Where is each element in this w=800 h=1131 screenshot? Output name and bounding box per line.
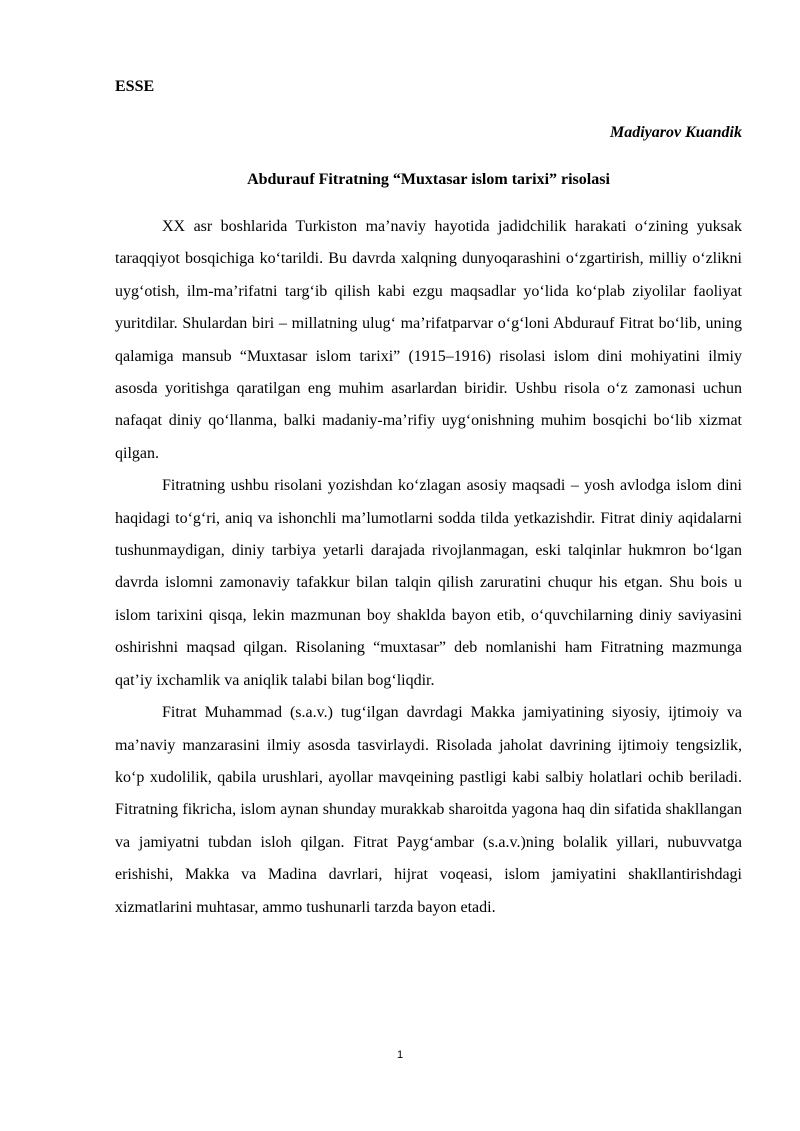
page-number: 1	[396, 1049, 404, 1061]
document-title: Abdurauf Fitratning “Muxtasar islom tarixi” risolasi	[247, 171, 610, 188]
body-text	[115, 211, 742, 924]
paragraph: Fitrat Muhammad (s.a.v.) tug‘ilgan davrdagi Makka jamiyatining siyosiy, ijtimoiy va ma’naviy manzarasini ilmiy asosda tasvirlaydi. Risolada jaholat davrining ijtimoiy tengsizlik, ko‘p xudolilik, qabila urushlari, ayollar mavqeining pastligi kabi salbiy holatlari ochib beriladi. Fitratning fikricha, islom aynan shunday murakkab sharoitda yagona haq din sifatida shakllangan va jamiyatni tubdan isloh qilgan. Fitrat Payg‘ambar (s.a.v.)ning bolalik yillari, nubuvvatga erishishi, Makka va Madina davrlari, hijrat voqeasi, islom jamiyatini shakllantirishdagi xizmatlarini muhtasar, ammo tushunarli tarzda bayon etadi.	[115, 704, 742, 916]
author-name: Madiyarov Kuandik	[609, 124, 742, 141]
paragraph: Fitratning ushbu risolani yozishdan ko‘zlagan asosiy maqsadi – yosh avlodga islom dini haqidagi to‘g‘ri, aniq va ishonchli ma’lumotlarni sodda tilda yetkazishdir. Fitrat diniy aqidalarni tushunmaydigan, diniy tarbiya yetarli darajada rivojlanmagan, eski talqinlar hukmron bo‘lgan davrda islomni zamonaviy tafakkur bilan talqin qilish zaruratini chuqur his etgan. Shu bois u islom tarixini qisqa, lekin mazmunan boy shaklda bayon etib, o‘quvchilarning diniy saviyasini oshirishni maqsad qilgan. Risolaning “muxtasar” deb nomlanishi ham Fitratning mazmunga qat’iy ixchamlik va aniqlik talabi bilan bog‘liqdir.	[115, 477, 742, 689]
document-label: ESSE	[115, 78, 155, 95]
paragraph: XX asr boshlarida Turkiston ma’naviy hayotida jadidchilik harakati o‘zining yuksak taraqqiyot bosqichiga ko‘tarildi. Bu davrda xalqning dunyoqarashini o‘zgartirish, milliy o‘zlikni uyg‘otish, ilm-ma’rifatni targ‘ib qilish kabi ezgu maqsadlar yo‘lida ko‘plab ziyolilar faoliyat yuritdilar. Shulardan biri – millatning ulug‘ ma’rifatparvar o‘g‘loni Abdurauf Fitrat bo‘lib, uning qalamiga mansub “Muxtasar islom tarixi” (1915–1916) risolasi islom dini mohiyatini ilmiy asosda yoritishga qaratilgan eng muhim asarlardan biridir. Ushbu risola o‘z zamonasi uchun nafaqat diniy qo‘llanma, balki madaniy-ma’rifiy uyg‘onishning muhim bosqichi bo‘lib xizmat qilgan.	[115, 218, 742, 462]
